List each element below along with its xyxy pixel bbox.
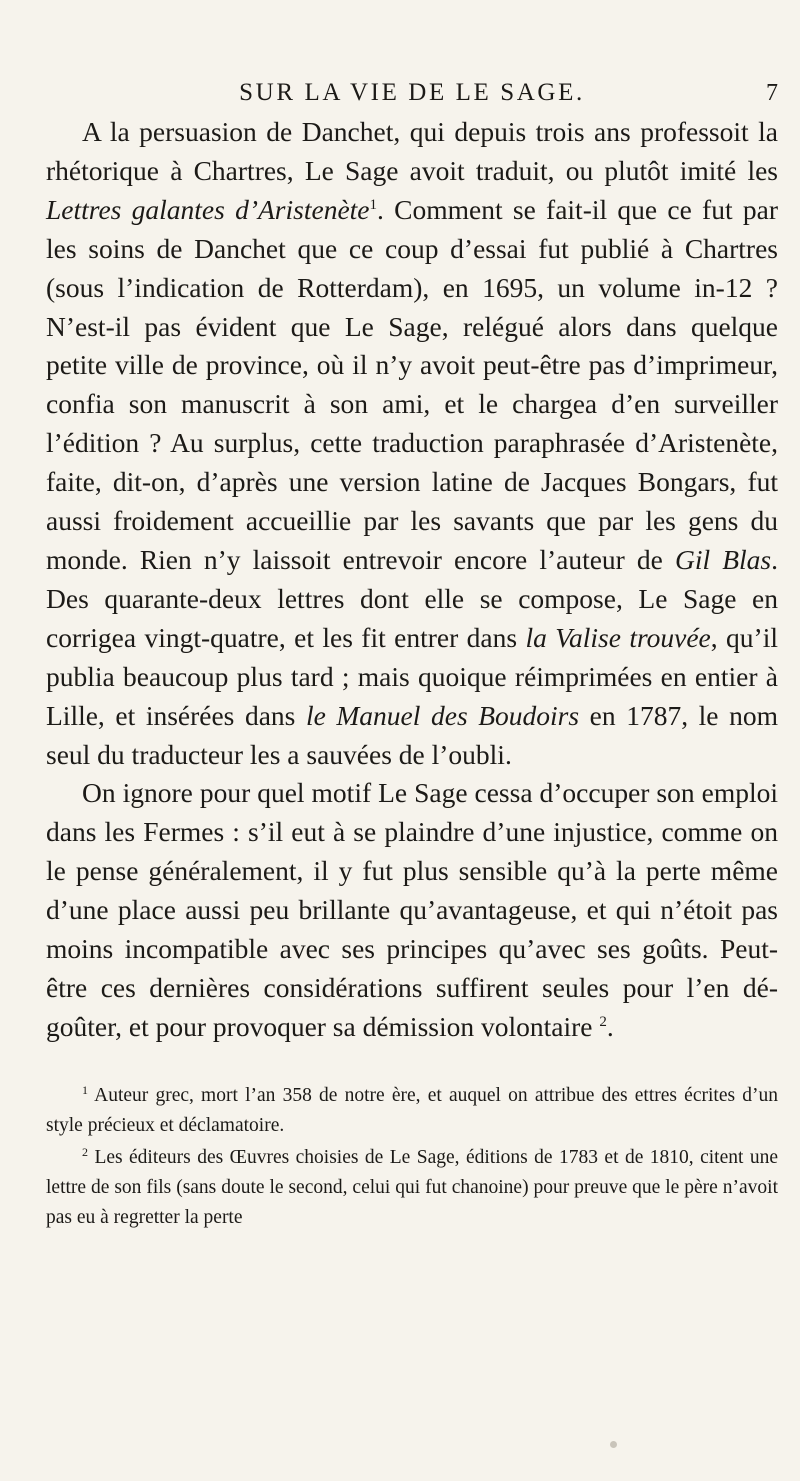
footnote: [46, 1143, 778, 1233]
italic-title: la Valise trouvée: [525, 621, 711, 653]
italic-title: Gil Blas: [675, 543, 772, 575]
running-head: [46, 76, 778, 110]
text-run: On ignore pour quel motif Le Sage cessa d’occuper son emploi dans les Fermes : s’il eut à se plaindre d’une injustice, comme on le pense généralement, il y fut plus sensible qu’à la perte même d’une place aussi peu brillante qu’avantageuse, et qui n’étoit pas moins incompatible avec ses principes qu’avec ses goûts. Peut-être ces dernières considérations suffirent seules pour l’en dégoûter, et pour provoquer sa démission volontaire: [46, 777, 778, 1042]
footnote-reference: 1: [369, 196, 377, 213]
footnote-reference: 2: [599, 1013, 607, 1030]
ink-speck: [610, 1441, 617, 1448]
paragraph: [46, 113, 778, 774]
book-page: [46, 76, 778, 1235]
text-run: .: [606, 1010, 614, 1042]
paragraph: [46, 774, 778, 1046]
text-run: en 1787, le nom seul du traducteur les a sauvées de l’oubli.: [46, 699, 778, 770]
text-run: . Comment se fait-il que ce fut par les soins de Danchet que ce coup d’essai fut publié à Chartres (sous l’indication de Rotterdam), en 1695, un volume in-12 ? N’est-il pas évident que Le Sage, relégué alors dans quelque petite ville de province, où il n’y avoit peut-être pas d’imprimeur, confia son manuscrit à son ami, et le chargea d’en surveiller l’édition ? Au surplus, cette traduction paraphrasée d’Aristenète, faite, dit-on, d’après une version latine de Jacques Bongars, fut aussi froidement accueillie par les savants que par les gens du monde. Rien n’y laissoit entrevoir encore l’auteur de: [46, 193, 778, 575]
footnote: [46, 1081, 778, 1141]
running-title: SUR LA VIE DE LE SAGE.: [239, 79, 585, 106]
footnote-marker: 1: [82, 1082, 88, 1097]
italic-title: le Manuel des Boudoirs: [305, 699, 580, 731]
footnote-text: Auteur grec, mort l’an 358 de notre ère, et auquel on attribue des ettres écrites d’un style précieux et déclamatoire.: [46, 1084, 778, 1136]
footnotes: [46, 1081, 778, 1233]
footnote-text: Les éditeurs des Œuvres choisies de Le Sage, éditions de 1783 et de 1810, citent une lettre de son fils (sans doute le second, celui qui fut chanoine) pour preuve que le père n’avoit pas eu à regretter la perte: [46, 1146, 778, 1228]
text-run: , qu’il publia beaucoup plus tard ; mais quoique réimprimées en entier à Lille, et insérées dans: [46, 621, 778, 731]
footnote-marker: 2: [82, 1144, 88, 1159]
italic-title: Lettres galantes d’Aristenète: [46, 193, 370, 225]
text-run: . Des quarante-deux lettres dont elle se compose, Le Sage en corrigea vingt-quatre, et les fit entrer dans: [46, 543, 778, 653]
body-text: [46, 113, 778, 1047]
text-run: A la persuasion de Danchet, qui depuis trois ans professoit la rhétorique à Chartres, Le Sage avoit traduit, ou plutôt imité les: [46, 116, 778, 186]
page-number: 7: [766, 80, 778, 106]
